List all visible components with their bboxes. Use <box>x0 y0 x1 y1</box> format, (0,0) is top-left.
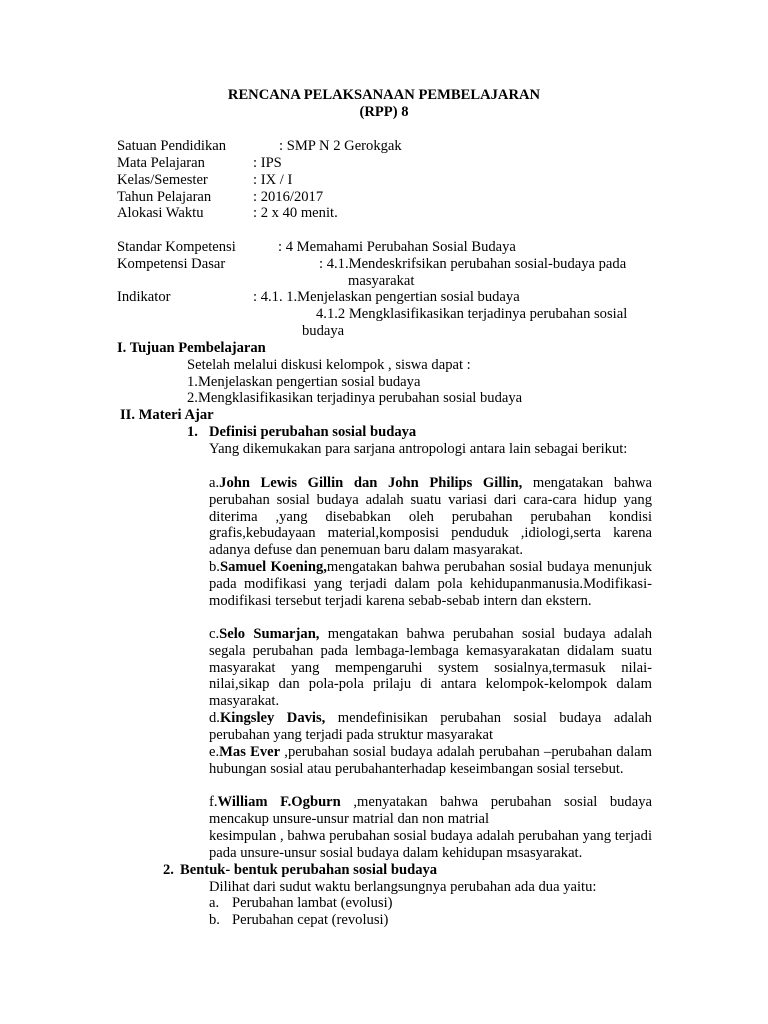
materi-sub2-heading: Bentuk- bentuk perubahan sosial budaya <box>180 862 438 878</box>
definition-d: d.Kingsley Davis, mendefinisikan perubahan sosial budaya adalah perubahan yang terjadi pada struktur masyarakat <box>209 710 652 743</box>
label-mata-pelajaran: Mata Pelajaran <box>117 155 205 171</box>
definition-d-name: Kingsley Davis, <box>219 710 326 726</box>
label-standar-kompetensi: Standar Kompetensi <box>117 239 236 255</box>
value-kompetensi-dasar: : 4.1.Mendeskrifsikan perubahan sosial-budaya pada <box>319 256 627 272</box>
label-kelas-semester: Kelas/Semester <box>117 172 208 188</box>
definition-a-name: John Lewis Gillin dan John Philips Gillin, <box>219 475 523 491</box>
section-tujuan-heading: I. Tujuan Pembelajaran <box>117 340 266 356</box>
value-kelas-semester: : IX / I <box>253 172 293 188</box>
document-title: RENCANA PELAKSANAAN PEMBELAJARAN <box>227 87 541 103</box>
bentuk-item-b: Perubahan cepat (revolusi) <box>232 912 389 928</box>
definition-b-name: Samuel Koening, <box>219 559 327 575</box>
tujuan-intro: Setelah melalui diskusi kelompok , siswa dapat : <box>187 357 471 373</box>
value-tahun-pelajaran: : 2016/2017 <box>253 189 324 205</box>
value-indikator-2: 4.1.2 Mengklasifikasikan terjadinya perubahan sosial <box>316 306 628 322</box>
value-standar-kompetensi: : 4 Memahami Perubahan Sosial Budaya <box>278 239 516 255</box>
document-subtitle: (RPP) 8 <box>359 104 409 120</box>
materi-sub2-intro: Dilihat dari sudut waktu berlangsungnya perubahan ada dua yaitu: <box>209 879 597 895</box>
definition-e-name: Mas Ever <box>219 744 281 760</box>
tujuan-item-2: 2.Mengklasifikasikan terjadinya perubahan sosial budaya <box>187 390 523 406</box>
value-indikator-1: : 4.1. 1.Menjelaskan pengertian sosial budaya <box>253 289 520 305</box>
materi-sub2-number: 2. <box>163 862 174 878</box>
definition-e: e.Mas Ever ,perubahan sosial budaya adalah perubahan –perubahan dalam hubungan sosial atau perubahanterhadap keseimbangan sosial tersebut. <box>209 744 652 777</box>
definition-c-name: Selo Sumarjan, <box>219 626 320 642</box>
definition-a: a.John Lewis Gillin dan John Philips Gillin, mengatakan bahwa perubahan sosial budaya adalah suatu variasi dari cara-cara hidup yang diterima ,yang disebabkan oleh perubahan perubahan kondisi grafis,kebudayaan material,komposisi penduduk ,idiologi,serta karena adanya defuse dan penemuan baru dalam masyarakat. <box>209 475 653 559</box>
label-kompetensi-dasar: Kompetensi Dasar <box>117 256 226 272</box>
label-indikator: Indikator <box>117 289 171 305</box>
value-satuan-pendidikan: : SMP N 2 Gerokgak <box>279 138 402 154</box>
definition-f: f.William F.Ogburn ,menyatakan bahwa perubahan sosial budaya mencakup unsure-unsur matrial dan non matrial <box>209 794 652 827</box>
bentuk-item-a-marker: a. <box>209 895 220 911</box>
definition-b: b.Samuel Koening,mengatakan bahwa perubahan sosial budaya menunjuk pada modifikasi yang terjadi dalam pola kehidupanmanusia.Modifikasi-modifikasi tersebut terjadi karena sebab-sebab intern dan ekstern. <box>209 559 652 609</box>
materi-sub1-heading: Definisi perubahan sosial budaya <box>209 424 417 440</box>
definition-f-name: William F.Ogburn <box>217 794 341 810</box>
value-indikator-2-cont: budaya <box>302 323 345 339</box>
section-materi-heading: II. Materi Ajar <box>120 407 214 423</box>
value-alokasi-waktu: : 2 x 40 menit. <box>253 205 338 221</box>
materi-sub1-intro: Yang dikemukakan para sarjana antropologi antara lain sebagai berikut: <box>209 441 628 457</box>
value-kompetensi-dasar-cont: masyarakat <box>348 273 415 289</box>
value-mata-pelajaran: : IPS <box>253 155 282 171</box>
definition-conclusion: kesimpulan , bahwa perubahan sosial budaya adalah perubahan yang terjadi pada unsure-unsur sosial budaya dalam kehidupan msasyarakat. <box>209 828 652 861</box>
tujuan-item-1: 1.Menjelaskan pengertian sosial budaya <box>187 374 421 390</box>
label-satuan-pendidikan: Satuan Pendidikan <box>117 138 227 154</box>
materi-sub1-number: 1. <box>187 424 198 440</box>
label-alokasi-waktu: Alokasi Waktu <box>117 205 204 221</box>
label-tahun-pelajaran: Tahun Pelajaran <box>117 189 212 205</box>
bentuk-item-b-marker: b. <box>209 912 220 928</box>
bentuk-item-a: Perubahan lambat (evolusi) <box>232 895 393 911</box>
definition-c: c.Selo Sumarjan, mengatakan bahwa perubahan sosial budaya adalah segala perubahan pada lembaga-lembaga kemasyarakatan didalam suatu masyarakat yang mempengaruhi system sosialnya,termasuk nilai-nilai,sikap dan pola-pola prilaju di antara kelompok-kelompok dalam masyarakat. <box>209 626 652 710</box>
